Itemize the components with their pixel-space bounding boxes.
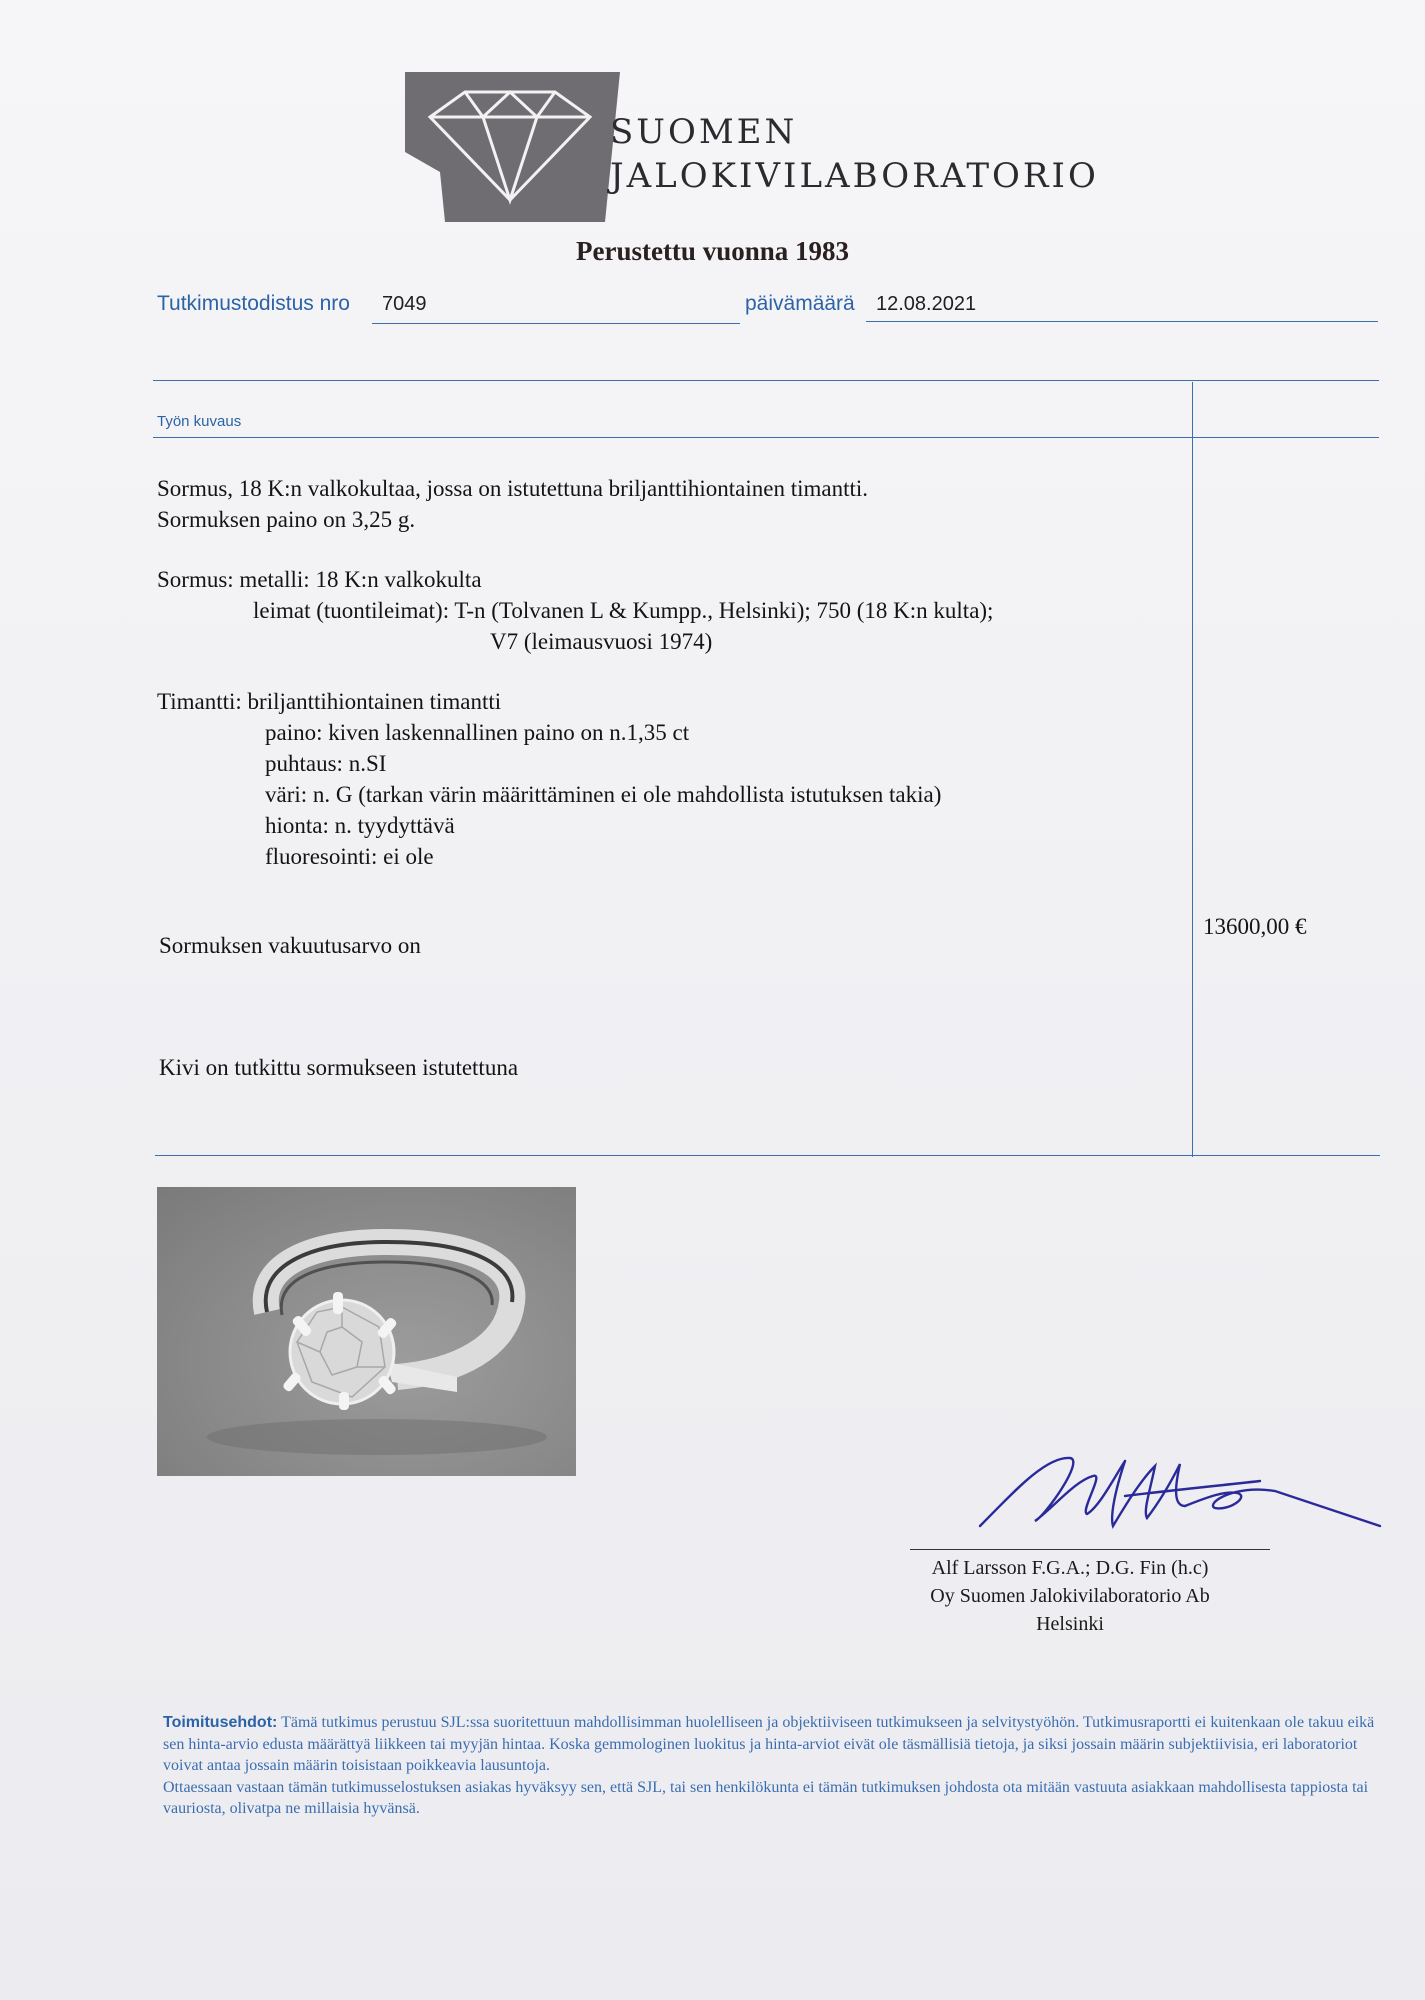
number-underline — [372, 323, 740, 324]
terms-footer — [163, 1712, 1393, 1820]
org-name — [610, 110, 1099, 198]
table-top-rule — [153, 380, 1379, 381]
diamond-weight: paino: kiven laskennallinen paino on n.1,35 ct — [265, 720, 690, 745]
diamond-type: Timantti: briljanttihiontainen timantti — [157, 689, 502, 714]
logo — [405, 72, 620, 222]
ring-hallmark-year: V7 (leimausvuosi 1974) — [490, 629, 713, 654]
terms-text-2: Ottaessaan vastaan tämän tutkimusselostuksen asiakas hyväksyy sen, että SJL, tai sen henkilökunta ei tämän tutkimuksen johdosta ota mitään vastuuta asiakkaan mahdollisesta tappiosta tai vauriosta, olivatpa ne millaisia hyvänsä. — [163, 1778, 1369, 1817]
value-column-divider — [1192, 382, 1193, 1157]
signatory-name: Alf Larsson F.G.A.; D.G. Fin (h.c) — [931, 1557, 1209, 1579]
ring-metal: Sormus: metalli: 18 K:n valkokulta — [157, 567, 482, 592]
signature-block — [880, 1554, 1260, 1638]
terms-heading: Toimitusehdot: — [163, 1714, 278, 1731]
founded-heading: Perustettu vuonna 1983 — [575, 236, 849, 266]
certificate-date: 12.08.2021 — [876, 293, 977, 315]
work-description-label: Työn kuvaus — [157, 413, 242, 430]
terms-text-1: Tämä tutkimus perustuu SJL:ssa suoritettuun mahdollisimman huolelliseen ja objektiiviseen tutkimukseen ja selvitystyöhön. Tutkimusraportti ei kuitenkaan ole takuu eikä sen hinta-arvio edusta määrättyä liikkeen tai myyjän hintaa. Koska gemmologinen luokitus ja hinta-arviot eivät ole täsmällisiä tietoja, ja siksi jossain määrin subjektiivisia, eri laboratoriot voivat antaa jossain määrin toisistaan poikkeavia lausuntoja. — [163, 1714, 1375, 1774]
intro-line-1: Sormus, 18 K:n valkokultaa, jossa on istutettuna briljanttihiontainen timantti. — [157, 476, 869, 501]
diamond-fluorescence: fluoresointi: ei ole — [265, 844, 434, 869]
diamond-color: väri: n. G (tarkan värin määrittäminen ei ole mahdollista istutuksen takia) — [265, 782, 942, 807]
intro-line-2: Sormuksen paino on 3,25 g. — [157, 507, 416, 532]
signature-line — [910, 1549, 1270, 1550]
insurance-value: 13600,00 € — [1203, 914, 1307, 939]
signatory-company: Oy Suomen Jalokivilaboratorio Ab — [930, 1585, 1210, 1607]
table-bottom-rule — [155, 1155, 1380, 1156]
examination-note: Kivi on tutkittu sormukseen istutettuna — [159, 1055, 519, 1080]
org-name-line1: SUOMEN — [610, 112, 798, 152]
insurance-value-label: Sormuksen vakuutusarvo on — [159, 933, 421, 958]
diamond-logo-icon — [405, 72, 620, 222]
signatory-city: Helsinki — [1036, 1613, 1104, 1635]
diamond-cut: hionta: n. tyydyttävä — [265, 813, 455, 838]
ring-photo — [157, 1187, 576, 1476]
handwritten-signature-icon — [975, 1436, 1385, 1536]
date-underline — [866, 321, 1378, 322]
certificate-number: 7049 — [382, 293, 427, 315]
table-header-rule — [153, 437, 1379, 438]
signature — [975, 1436, 1385, 1541]
org-name-line2: JALOKIVILABORATORIO — [610, 156, 1099, 196]
date-label: päivämäärä — [745, 292, 855, 315]
diamond-clarity: puhtaus: n.SI — [265, 751, 387, 776]
ring-hallmarks: leimat (tuontileimat): T-n (Tolvanen L & Kumpp., Helsinki); 750 (18 K:n kulta); — [253, 598, 994, 623]
certificate-number-label: Tutkimustodistus nro — [157, 292, 350, 315]
ring-image-icon — [157, 1187, 576, 1476]
